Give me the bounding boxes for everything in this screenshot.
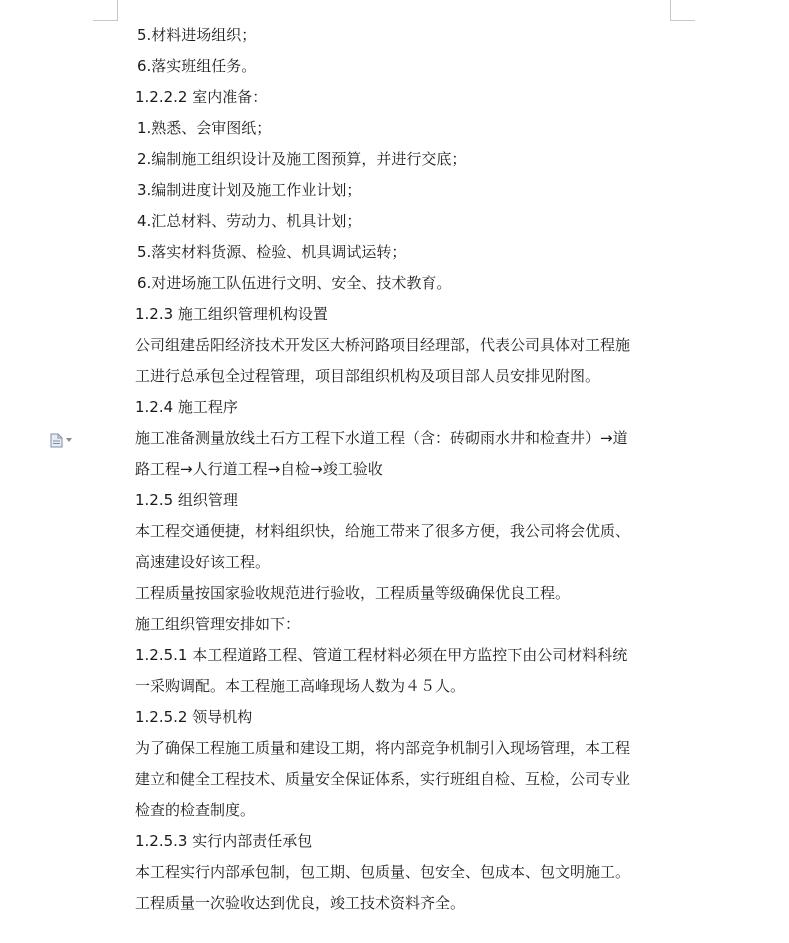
paragraph-line: 施工组织管理安排如下：: [135, 615, 301, 633]
list-item: 4.汇总材料、劳动力、机具计划；: [137, 212, 362, 230]
list-item: 5.落实材料货源、检验、机具调试运转；: [137, 243, 407, 261]
document-icon: [50, 433, 63, 448]
section-heading: 1.2.3 施工组织管理机构设置: [135, 305, 328, 323]
document-body: [135, 20, 675, 919]
list-item: 6.落实班组任务。: [137, 57, 257, 75]
list-item: 6.对进场施工队伍进行文明、安全、技术教育。: [137, 274, 452, 292]
section-heading: 1.2.5.3 实行内部责任承包: [135, 832, 313, 850]
paragraph-handle[interactable]: [50, 432, 80, 448]
list-item: 3.编制进度计划及施工作业计划；: [137, 181, 362, 199]
section-heading: 1.2.5 组织管理: [135, 491, 238, 509]
caret-down-icon: [66, 438, 72, 442]
list-item: 2.编制施工组织设计及施工图预算，并进行交底；: [137, 150, 467, 168]
paragraph-line: 路工程→人行道工程→自检→竣工验收: [135, 460, 383, 478]
section-heading: 1.2.5.2 领导机构: [135, 708, 253, 726]
paragraph-line: 公司组建岳阳经济技术开发区大桥河路项目经理部，代表公司具体对工程施: [135, 336, 631, 354]
paragraph-line: 1.2.5.1 本工程道路工程、管道工程材料必须在甲方监控下由公司材料科统: [135, 646, 628, 664]
list-item: 5.材料进场组织；: [137, 26, 257, 44]
section-heading: 1.2.4 施工程序: [135, 398, 238, 416]
paragraph-line: 工进行总承包全过程管理，项目部组织机构及项目部人员安排见附图。: [135, 367, 601, 385]
paragraph-line: 一采购调配。本工程施工高峰现场人数为４５人。: [135, 677, 466, 695]
paragraph-line: 高速建设好该工程。: [135, 553, 271, 571]
section-heading: 1.2.2.2 室内准备：: [135, 88, 268, 106]
paragraph-line: 工程质量按国家验收规范进行验收，工程质量等级确保优良工程。: [135, 584, 571, 602]
paragraph-line: 工程质量一次验收达到优良，竣工技术资料齐全。: [135, 894, 466, 912]
list-item: 1.熟悉、会审图纸；: [137, 119, 272, 137]
paragraph-line: 为了确保工程施工质量和建设工期，将内部竞争机制引入现场管理，本工程: [135, 739, 631, 757]
paragraph-line: 本工程实行内部承包制，包工期、包质量、包安全、包成本、包文明施工。: [135, 863, 631, 881]
page-corner-mark-right: [670, 0, 695, 21]
paragraph-line: 检查的检查制度。: [135, 801, 256, 819]
paragraph-line: 施工准备测量放线土石方工程下水道工程（含：砖砌雨水井和检查井）→道: [135, 429, 628, 447]
paragraph-line: 建立和健全工程技术、质量安全保证体系，实行班组自检、互检，公司专业: [135, 770, 631, 788]
page-corner-mark-left: [93, 0, 118, 21]
paragraph-line: 本工程交通便捷，材料组织快，给施工带来了很多方便，我公司将会优质、: [135, 522, 631, 540]
